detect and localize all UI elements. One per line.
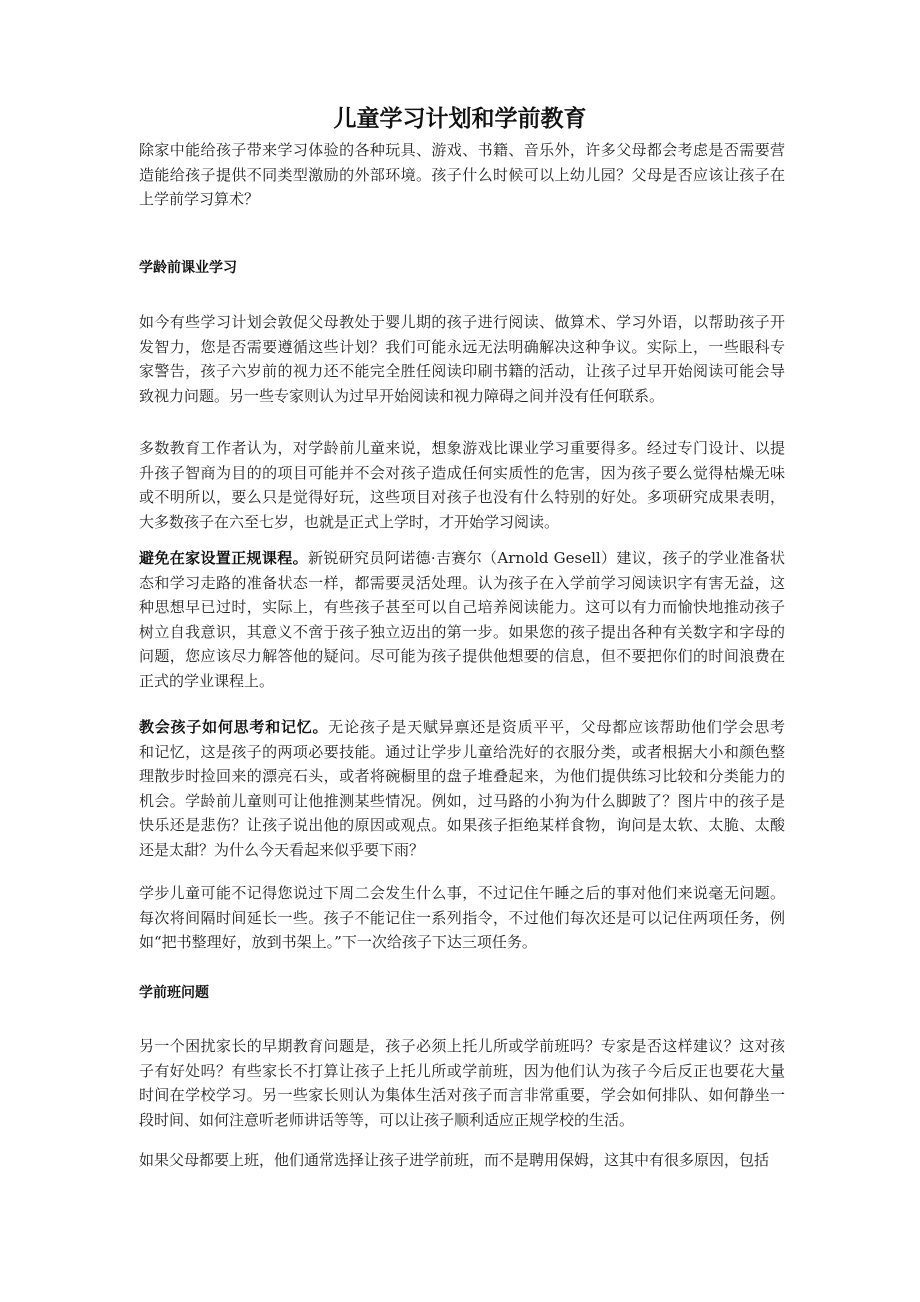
text-line: 态和学习走路的准备状态一样，都需要灵活处理。认为孩子在入学前学习阅读识字有害无益，这 bbox=[139, 573, 785, 592]
section-heading-preschool-class: 学前班问题 bbox=[139, 985, 209, 1001]
run-in-heading: 教会孩子如何思考和记忆。 bbox=[139, 718, 329, 736]
text-line bbox=[139, 546, 785, 571]
text-line: 理散步时捡回来的漂亮石头，或者将碗橱里的盘子堆叠起来，为他们提供练习比较和分类能力的 bbox=[139, 767, 785, 786]
text-line: 还是太甜？为什么今天看起来似乎要下雨？ bbox=[139, 840, 425, 859]
run-in-heading: 避免在家设置正规课程。 bbox=[139, 549, 308, 567]
text-line: 段时间、如何注意听老师讲话等等，可以让孩子顺利适应正规学校的生活。 bbox=[139, 1110, 635, 1129]
text-line: 如果父母都要上班，他们通常选择让孩子进学前班，而不是聘用保姆，这其中有很多原因，包括 bbox=[139, 1151, 770, 1169]
remaining-lines bbox=[139, 571, 785, 694]
text-line: 学步儿童可能不记得您说过下周二会发生什么事，不过记住午睡之后的事对他们来说毫无问题。 bbox=[139, 884, 785, 902]
paragraph-preschool-question bbox=[139, 1034, 785, 1132]
paragraph-thinking-memory bbox=[139, 715, 785, 863]
paragraph-toddler-memory bbox=[139, 881, 785, 955]
paragraph-learning-plans bbox=[139, 310, 785, 408]
text-line: 升孩子智商为目的的项目可能并不会对孩子造成任何实质性的危害，因为孩子要么觉得枯燥无味 bbox=[139, 463, 785, 482]
paragraph-educators bbox=[139, 436, 785, 534]
text-line: 和记忆，这是孩子的两项必要技能。通过让学步儿童给洗好的衣服分类，或者根据大小和颜色整 bbox=[139, 742, 785, 761]
text-run: 无论孩子是天赋异禀还是资质平平，父母都应该帮助他们学会思考 bbox=[328, 718, 785, 736]
remaining-lines bbox=[139, 740, 785, 863]
text-line: 造能给孩子提供不同类型激励的外部环境。孩子什么时候可以上幼儿园？父母是否应该让孩子在 bbox=[139, 165, 785, 184]
text-line: 发智力，您是否需要遵循这些计划？我们可能永远无法明确解决这种争议。实际上，一些眼科专 bbox=[139, 337, 785, 356]
text-line: 上学前学习算术？ bbox=[139, 190, 260, 209]
text-line: 每次将间隔时间延长一些。孩子不能记住一系列指令，不过他们每次还是可以记住两项任务，例 bbox=[139, 908, 785, 927]
text-line: 正式的学业课程上。 bbox=[139, 671, 275, 690]
text-line: 子有好处吗？有些家长不打算让孩子上托儿所或学前班，因为他们认为孩子今后反正也要花大量 bbox=[139, 1061, 785, 1080]
text-line: 多数教育工作者认为，对学龄前儿童来说，想象游戏比课业学习重要得多。经过专门设计、以提 bbox=[139, 439, 785, 457]
text-line: 或不明所以，要么只是觉得好玩，这些项目对孩子也没有什么特别的好处。多项研究成果表明， bbox=[139, 488, 785, 507]
text-line bbox=[139, 715, 785, 740]
text-line: 问题，您应该尽力解答他的疑问。尽可能为孩子提供他想要的信息，但不要把你们的时间浪费在 bbox=[139, 647, 785, 666]
text-line: 家警告，孩子六岁前的视力还不能完全胜任阅读印刷书籍的活动，让孩子过早开始阅读可能会导 bbox=[139, 362, 785, 381]
text-line: 另一个困扰家长的早期教育问题是，孩子必须上托儿所或学前班吗？专家是否这样建议？这对孩 bbox=[139, 1037, 785, 1055]
text-line: 快乐还是悲伤？让孩子说出他的原因或观点。如果孩子拒绝某样食物，询问是太软、太脆、太酸 bbox=[139, 816, 785, 835]
text-line: 致视力问题。另一些专家则认为过早开始阅读和视力障碍之间并没有任何联系。 bbox=[139, 386, 665, 405]
text-run: 新锐研究员阿诺德·吉赛尔（Arnold Gesell）建议，孩子的学业准备状 bbox=[307, 549, 785, 567]
text-line: 机会。学龄前儿童则可让他推测某些情况。例如，过马路的小狗为什么脚跛了？图片中的孩子是 bbox=[139, 791, 785, 810]
text-line: 如“把书整理好，放到书架上。”下一次给孩子下达三项任务。 bbox=[139, 933, 537, 952]
text-line: 除家中能给孩子带来学习体验的各种玩具、游戏、书籍、音乐外，许多父母都会考虑是否需要营 bbox=[139, 141, 785, 159]
text-line: 树立自我意识，其意义不啻于孩子独立迈出的第一步。如果您的孩子提出各种有关数字和字母的 bbox=[139, 622, 785, 641]
text-line: 种思想早已过时，实际上，有些孩子甚至可以自己培养阅读能力。这可以有力而愉快地推动孩子 bbox=[139, 598, 785, 617]
text-line: 大多数孩子在六至七岁，也就是正式上学时，才开始学习阅读。 bbox=[139, 512, 560, 531]
paragraph-working-parents bbox=[139, 1148, 785, 1173]
section-heading-preschool-study: 学龄前课业学习 bbox=[139, 260, 237, 276]
document-title: 儿童学习计划和学前教育 bbox=[333, 106, 587, 132]
paragraph-avoid-formal-curriculum bbox=[139, 546, 785, 694]
paragraph-intro bbox=[139, 138, 785, 212]
text-line: 如今有些学习计划会敦促父母教处于婴儿期的孩子进行阅读、做算术、学习外语，以帮助孩子开 bbox=[139, 313, 785, 331]
text-line: 时间在学校学习。另一些家长则认为集体生活对孩子而言非常重要，学会如何排队、如何静坐一 bbox=[139, 1086, 785, 1105]
